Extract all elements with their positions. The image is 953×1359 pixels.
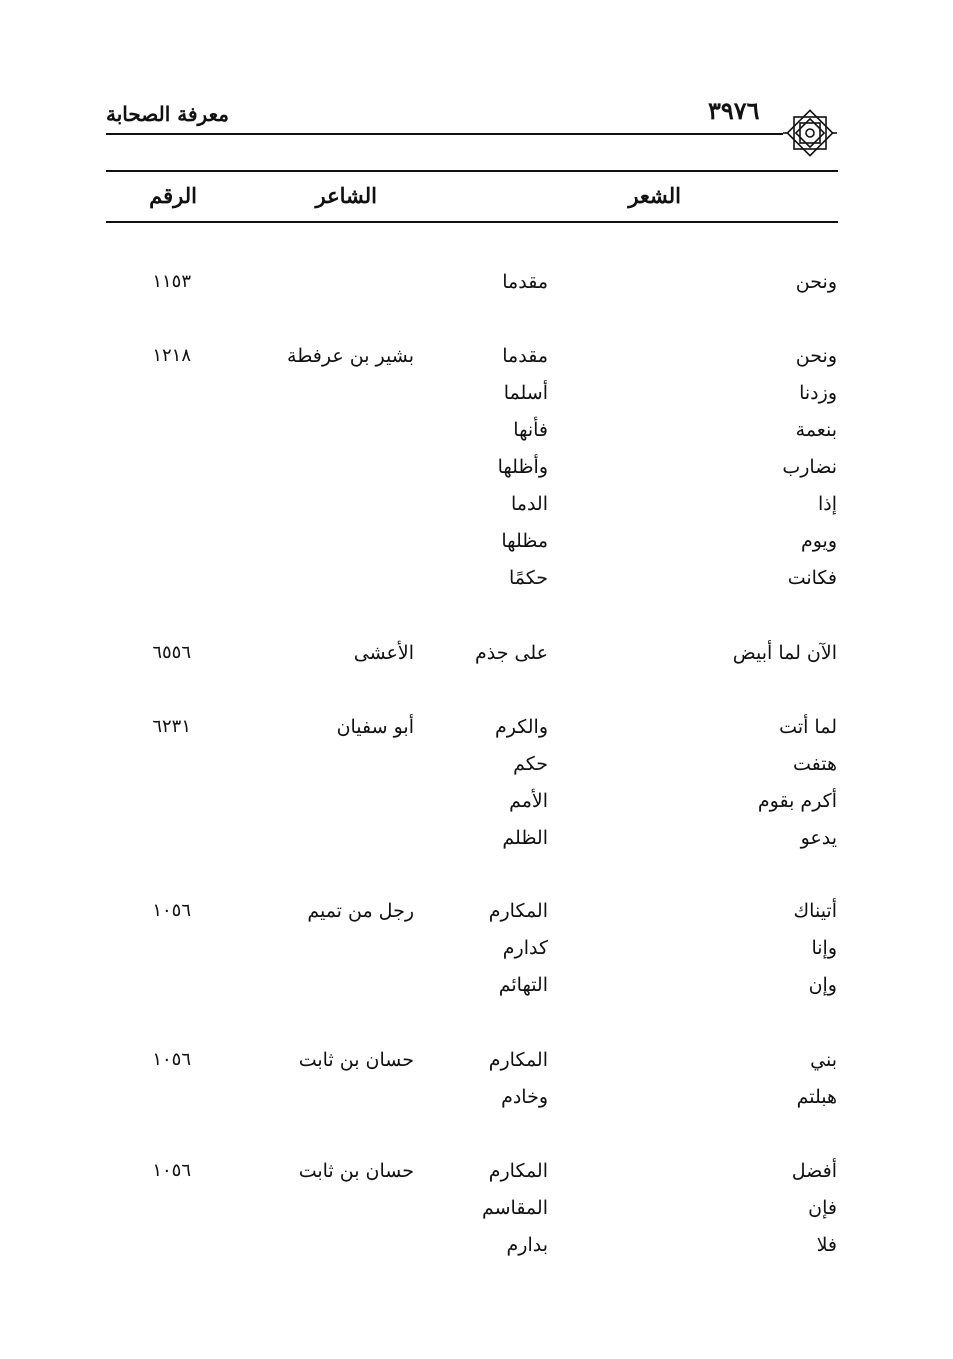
verse-first-word: فلا <box>816 1234 837 1256</box>
verse-last-word: المقاسم <box>481 1197 548 1219</box>
verse-first-word: بنعمة <box>795 419 837 441</box>
verse-first-word: أكرم بقوم <box>757 790 837 812</box>
poet-name: حسان بن ثابت <box>298 1160 414 1182</box>
verse-first-word: الآن لما أبيض <box>732 642 837 664</box>
entry-number: ١٢١٨ <box>152 345 191 366</box>
verse-line <box>0 716 953 753</box>
entry <box>0 900 953 1011</box>
verse-first-word: وزدنا <box>799 382 837 404</box>
verse-line <box>0 937 953 974</box>
verse-first-word: فإن <box>808 1197 837 1219</box>
verse-line <box>0 642 953 679</box>
verse-last-word: وخادم <box>501 1086 548 1108</box>
column-header-poet: الشاعر <box>315 183 377 208</box>
verse-last-word: التهائم <box>498 974 548 996</box>
entry <box>0 1049 953 1123</box>
verse-last-word: المكارم <box>488 1049 548 1071</box>
verse-first-word: وإن <box>808 974 837 996</box>
entry-number: ١١٥٣ <box>152 271 191 292</box>
entry-number: ٦٢٣١ <box>152 716 191 737</box>
table-header-rule <box>106 221 838 223</box>
poet-name: الأعشى <box>353 642 414 664</box>
verse-line <box>0 567 953 604</box>
header-rule <box>106 133 783 135</box>
entry <box>0 716 953 864</box>
verse-last-word: والكرم <box>495 716 548 738</box>
verse-last-word: كدارم <box>502 937 548 959</box>
verse-last-word: فأنها <box>513 419 548 441</box>
verse-first-word: لما أتت <box>779 716 837 738</box>
verse-line <box>0 1086 953 1123</box>
verse-last-word: مقدما <box>502 271 548 293</box>
verse-first-word: وإنا <box>811 937 837 959</box>
verse-last-word: حكمًا <box>508 567 548 589</box>
table-top-rule <box>106 170 838 172</box>
verse-line <box>0 790 953 827</box>
verse-last-word: على جذم <box>475 642 548 664</box>
verse-last-word: وأظلها <box>497 456 548 478</box>
ornament-icon <box>781 104 839 162</box>
verse-line <box>0 1197 953 1234</box>
verse-line <box>0 1049 953 1086</box>
poet-name: رجل من تميم <box>307 900 414 922</box>
verse-first-word: ويوم <box>800 530 837 552</box>
verse-first-word: هبلتم <box>796 1086 837 1108</box>
book-title: معرفة الصحابة <box>106 102 229 126</box>
verse-first-word: هتفت <box>792 753 837 775</box>
verse-line <box>0 345 953 382</box>
verse-last-word: الأمم <box>509 790 548 812</box>
verse-line <box>0 419 953 456</box>
poet-name: بشير بن عرفطة <box>287 345 414 367</box>
entry-number: ١٠٥٦ <box>152 900 191 921</box>
verse-line <box>0 456 953 493</box>
entry <box>0 271 953 308</box>
verse-line <box>0 493 953 530</box>
verse-line <box>0 753 953 790</box>
verse-last-word: مظلها <box>501 530 548 552</box>
page-number: ٣٩٧٦ <box>708 96 760 125</box>
verse-first-word: بني <box>810 1049 837 1071</box>
entry <box>0 345 953 604</box>
verse-line <box>0 974 953 1011</box>
verse-first-word: فكانت <box>787 567 837 589</box>
verse-line <box>0 271 953 308</box>
verse-last-word: بدارم <box>506 1234 548 1256</box>
verse-first-word: إذا <box>817 493 837 515</box>
column-header-poem: الشعر <box>628 183 681 208</box>
verse-line <box>0 530 953 567</box>
verse-first-word: أفضل <box>791 1160 837 1182</box>
verse-line <box>0 1234 953 1271</box>
verse-last-word: حكم <box>513 753 548 775</box>
entry-number: ١٠٥٦ <box>152 1160 191 1181</box>
verse-last-word: أسلما <box>503 382 548 404</box>
verse-line <box>0 1160 953 1197</box>
verse-first-word: أتيناك <box>793 900 837 922</box>
entry-number: ٦٥٥٦ <box>152 642 191 663</box>
column-header-number: الرقم <box>149 183 197 208</box>
verse-first-word: ونحن <box>795 345 837 367</box>
verse-first-word: يدعو <box>800 827 837 849</box>
verse-first-word: نضارب <box>782 456 837 478</box>
poet-name: حسان بن ثابت <box>298 1049 414 1071</box>
entry <box>0 642 953 679</box>
entry <box>0 1160 953 1271</box>
entry-number: ١٠٥٦ <box>152 1049 191 1070</box>
verse-line <box>0 827 953 864</box>
verse-line <box>0 900 953 937</box>
verse-last-word: مقدما <box>502 345 548 367</box>
verse-first-word: ونحن <box>795 271 837 293</box>
verse-last-word: الدما <box>510 493 548 515</box>
poet-name: أبو سفيان <box>336 716 414 738</box>
verse-last-word: المكارم <box>488 1160 548 1182</box>
verse-line <box>0 382 953 419</box>
verse-last-word: المكارم <box>488 900 548 922</box>
verse-last-word: الظلم <box>502 827 548 849</box>
